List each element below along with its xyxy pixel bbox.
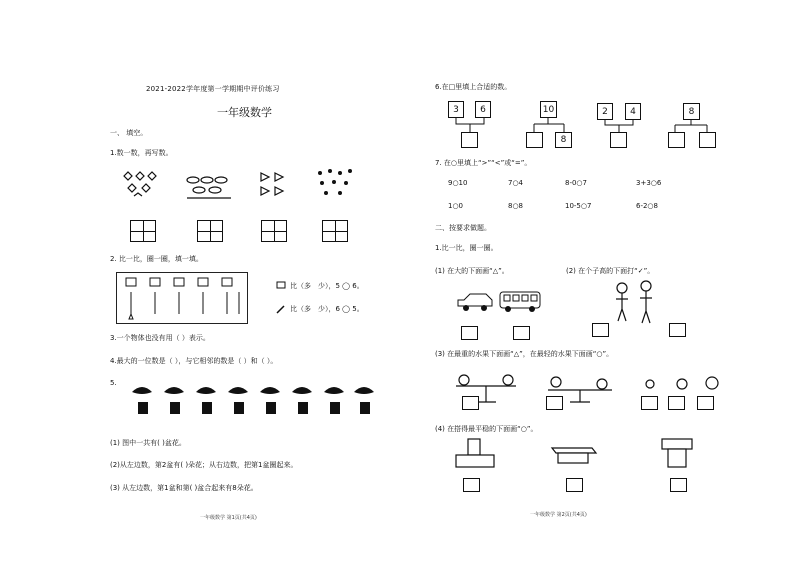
eraser-icon xyxy=(276,280,286,290)
compare-item-5[interactable]: 1○0 xyxy=(448,202,464,210)
fruits-picture xyxy=(642,374,722,392)
car-answer-box[interactable] xyxy=(461,326,478,340)
compare-item-2[interactable]: 7○4 xyxy=(508,179,524,187)
scale-answer-box-1[interactable] xyxy=(462,396,479,410)
question-5-label: 5. xyxy=(110,379,117,387)
section-2-question-1: 1.比一比，圈一圈。 xyxy=(435,244,498,252)
stack-1-picture xyxy=(452,437,500,469)
answer-grid-3[interactable] xyxy=(261,220,287,242)
animal-group-4 xyxy=(316,168,356,200)
stack-2-answer-box[interactable] xyxy=(566,478,583,492)
bond-2-top: 10 xyxy=(540,101,557,118)
bond-1-right: 6 xyxy=(475,101,491,118)
pencil-icon xyxy=(276,304,286,314)
question-5-part-3: (3) 从左边数，第1盆和第( )盆合起来有8朵花。 xyxy=(110,484,258,492)
compare-item-3[interactable]: 8-0○7 xyxy=(565,179,587,187)
bond-1-answer[interactable] xyxy=(461,132,478,148)
part-2-instruction: (2) 在个子高的下面打“✓”。 xyxy=(566,267,655,275)
bond-3-left: 2 xyxy=(597,103,613,120)
animal-group-3 xyxy=(258,170,288,200)
question-1: 1.数一数，再写数。 xyxy=(110,149,173,157)
question-6: 6.在□里填上合适的数。 xyxy=(435,83,512,91)
bond-3-answer[interactable] xyxy=(610,132,627,148)
part-3-instruction: (3) 在最重的水果下面画“△”，在最轻的水果下面画“○”。 xyxy=(435,350,614,358)
compare-item-4[interactable]: 3+3○6 xyxy=(636,179,662,187)
bond-4-answer-left[interactable] xyxy=(668,132,685,148)
bond-2-answer[interactable] xyxy=(526,132,543,148)
question-2: 2. 比一比，圈一圈，填一填。 xyxy=(110,255,203,263)
compare-item-1[interactable]: 9○10 xyxy=(448,179,468,187)
exam-header: 2021-2022学年度第一学期期中评价练习 xyxy=(146,85,280,93)
section-1-heading: 一、 填空。 xyxy=(110,129,148,137)
children-picture xyxy=(610,280,662,326)
answer-grid-2[interactable] xyxy=(197,220,223,242)
part-4-instruction: (4) 在搭得最平稳的下面画“○”。 xyxy=(435,425,538,433)
stack-3-picture xyxy=(658,437,698,469)
bond-1-lines xyxy=(455,118,485,132)
section-2-heading: 二、按要求做题。 xyxy=(435,224,491,232)
page-footer-left: 一年级数学 第1页(共4页) xyxy=(200,515,257,521)
bond-4-top: 8 xyxy=(683,103,700,120)
page-footer-right: 一年级数学 第2页(共4页) xyxy=(530,512,587,518)
bond-1-left: 3 xyxy=(448,101,464,118)
question-7: 7. 在○里填上“>”“<”或“=”。 xyxy=(435,159,532,167)
child-2-answer-box[interactable] xyxy=(669,323,686,337)
compare-item-8[interactable]: 6-2○8 xyxy=(636,202,658,210)
bond-3-right: 4 xyxy=(625,103,641,120)
question-3: 3.一个物体也没有用（ ）表示。 xyxy=(110,334,210,342)
question-5-part-2: (2)从左边数，第2盆有( )朵花；从右边数，把第1盆圈起来。 xyxy=(110,461,298,469)
part-1-instruction: (1) 在大的下面画“△”。 xyxy=(435,267,509,275)
bond-3-lines xyxy=(604,120,634,132)
compare-item-6[interactable]: 8○8 xyxy=(508,202,524,210)
answer-grid-4[interactable] xyxy=(322,220,348,242)
bus-picture xyxy=(498,290,542,314)
question-4: 4.最大的一位数是（ ），与它相邻的数是（ ）和（ ）。 xyxy=(110,357,278,365)
subject-title: 一年级数学 xyxy=(217,106,272,119)
stack-3-answer-box[interactable] xyxy=(670,478,687,492)
flower-pots xyxy=(128,384,378,416)
answer-grid-1[interactable] xyxy=(130,220,156,242)
fruit-answer-box-2[interactable] xyxy=(668,396,685,410)
compare-line-1: 比（多 少），5 ◯ 6。 xyxy=(290,282,364,290)
balance-scales-picture xyxy=(452,368,632,408)
stack-2-picture xyxy=(550,442,598,466)
child-1-answer-box[interactable] xyxy=(592,323,609,337)
animal-group-1 xyxy=(122,170,162,200)
car-picture xyxy=(456,292,494,312)
question-5-part-1: (1) 图中一共有( )盆花。 xyxy=(110,439,186,447)
bond-4-answer-right[interactable] xyxy=(699,132,716,148)
compare-line-2: 比（多 少），6 ◯ 5。 xyxy=(290,305,364,313)
bond-4-lines xyxy=(673,120,709,132)
scale-answer-box-2[interactable] xyxy=(546,396,563,410)
fruit-answer-box-3[interactable] xyxy=(697,396,714,410)
bond-2-right: 8 xyxy=(555,132,572,148)
compare-item-7[interactable]: 10-5○7 xyxy=(565,202,592,210)
pencil-pictures xyxy=(124,276,244,322)
stack-1-answer-box[interactable] xyxy=(463,478,480,492)
animal-group-2 xyxy=(185,174,233,200)
bus-answer-box[interactable] xyxy=(513,326,530,340)
bond-2-lines xyxy=(532,118,566,132)
fruit-answer-box-1[interactable] xyxy=(641,396,658,410)
